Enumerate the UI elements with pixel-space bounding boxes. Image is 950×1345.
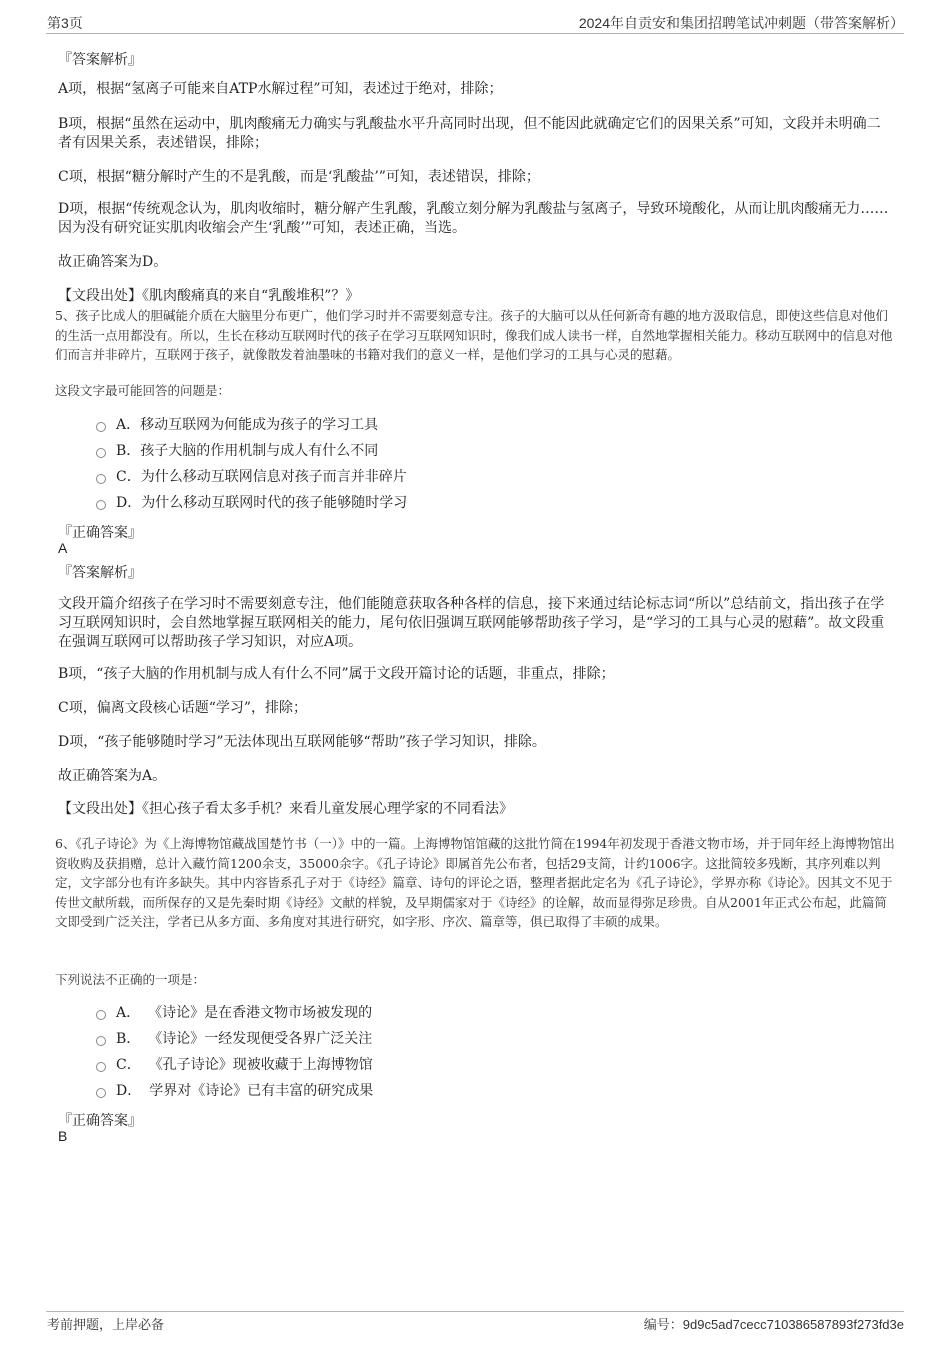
q5-prompt: 这段文字最可能回答的问题是： [55, 383, 231, 398]
radio-button[interactable] [96, 422, 106, 432]
option-key: B． [116, 1031, 141, 1047]
radio-button[interactable] [96, 500, 106, 510]
option-text: 为什么移动互联网时代的孩子能够随时学习 [141, 495, 408, 511]
q5-option-d[interactable] [96, 493, 407, 513]
option-text: 《孔子诗论》现被收藏于上海博物馆 [148, 1057, 373, 1073]
option-key: D． [116, 495, 142, 511]
option-text: 孩子大脑的作用机制与成人有什么不同 [140, 443, 379, 459]
option-key: D． [116, 1083, 142, 1099]
q5-source: 【文段出处】《担心孩子看太多手机？来看儿童发展心理学家的不同看法》 [58, 801, 513, 817]
option-text: 《诗论》一经发现便受各界广泛关注 [148, 1031, 373, 1047]
option-text: 《诗论》是在香港文物市场被发现的 [148, 1005, 373, 1021]
page-number: 第3页 [47, 15, 83, 31]
prev-source: 【文段出处】《肌肉酸痛真的来自“乳酸堆积”？》 [58, 288, 360, 304]
footer-slogan: 考前押题，上岸必备 [47, 1318, 165, 1333]
q6-option-b[interactable] [96, 1029, 372, 1049]
q6-option-a[interactable] [96, 1003, 372, 1023]
prev-analysis-a: A项，根据“氢离子可能来自ATP水解过程”可知，表述过于绝对，排除； [58, 81, 503, 97]
q5-option-a[interactable] [96, 415, 378, 435]
option-key: C． [116, 1057, 141, 1073]
prev-analysis-conclusion: 故正确答案为D。 [58, 254, 168, 270]
radio-button[interactable] [96, 1010, 106, 1020]
document-code [644, 1314, 904, 1333]
document-title: 2024年自贡安和集团招聘笔试冲刺题（带答案解析） [578, 15, 904, 31]
q6-prompt: 下列说法不正确的一项是： [55, 972, 206, 987]
q5-option-b[interactable] [96, 441, 378, 461]
option-text: 为什么移动互联网信息对孩子而言并非碎片 [140, 469, 407, 485]
q5-analysis-heading: 『答案解析』 [58, 565, 142, 581]
footer-divider [46, 1311, 904, 1312]
option-key: C． [116, 469, 141, 485]
radio-button[interactable] [96, 1036, 106, 1046]
radio-button[interactable] [96, 448, 106, 458]
option-text: 移动互联网为何能成为孩子的学习工具 [140, 417, 379, 433]
radio-button[interactable] [96, 474, 106, 484]
q5-answer: A [58, 540, 68, 556]
q5-answer-heading: 『正确答案』 [58, 525, 142, 541]
radio-button[interactable] [96, 1062, 106, 1072]
option-text: 学界对《诗论》已有丰富的研究成果 [149, 1083, 374, 1099]
q5-text: 5、孩子比成人的胆碱能介质在大脑里分布更广，他们学习时并不需要刻意专注。孩子的大脑可以从任何新奇有趣的地方汲取信息，即使这些信息对他们的生活一点用都没有。所以，生长在移动互联网时代的孩子在学习互联网知识时，像我们成人读书一样，自然地掌握相关能力。移动互联网中的信息对他们而言并非碎片，互联网于孩子，就像散发着油墨味的书籍对我们的意义一样，是他们学习的工具与心灵的慰藉。 [55, 308, 893, 362]
option-key: A． [116, 417, 141, 433]
q5-analysis-b: B项，“孩子大脑的作用机制与成人有什么不同”属于文段开篇讨论的话题，非重点，排除； [58, 666, 615, 682]
header-divider [46, 33, 904, 34]
q6-option-d[interactable] [96, 1081, 373, 1101]
q5-analysis-d: D项，“孩子能够随时学习”无法体现出互联网能够“帮助”孩子学习知识，排除。 [58, 734, 546, 750]
q5-analysis-main: 文段开篇介绍孩子在学习时不需要刻意专注，他们能随意获取各种各样的信息，接下来通过结论标志词“所以”总结前文，指出孩子在学习互联网知识时，会自然地掌握互联网相关的能力，尾句依旧强调互联网能够帮助孩子学习，是“学习的工具与心灵的慰藉”。故文段重在强调互联网可以帮助孩子学习知识，对应A项。 [58, 596, 885, 650]
prev-analysis-b: B项，根据“虽然在运动中，肌肉酸痛无力确实与乳酸盐水平升高同时出现，但不能因此就确定它们的因果关系”可知，文段并未明确二者有因果关系，表述错误，排除； [58, 116, 881, 151]
q6-option-c[interactable] [96, 1055, 373, 1075]
option-key: B． [116, 443, 141, 459]
q6-answer: B [58, 1128, 68, 1144]
code-value: 9d9c5ad7cecc710386587893f273fd3e [682, 1317, 904, 1332]
prev-analysis-d: D项，根据“传统观念认为，肌肉收缩时，糖分解产生乳酸，乳酸立刻分解为乳酸盐与氢离子，导致环境酸化，从而让肌肉酸痛无力……因为没有研究证实肌肉收缩会产生‘乳酸’”可知，表述正确，当选。 [58, 201, 889, 236]
q6-text: 6、《孔子诗论》为《上海博物馆藏战国楚竹书（一）》中的一篇。上海博物馆馆藏的这批竹简在1994年初发现于香港文物市场，并于同年经上海博物馆出资收购及获捐赠，总计入藏竹简1200余支，35000余字。《孔子诗论》即属首先公布者，包括29支简，计约1006字。这批简较多残断，其序列难以判定，文字部分也有许多缺失。其中内容皆系孔子对于《诗经》篇章、诗句的评论之语，整理者据此定名为《孔子诗论》，学界亦称《诗论》。因其文不见于传世文献所载，而所保存的又是先秦时期《诗经》文献的样貌，及早期儒家对于《诗经》的诠解，故而显得弥足珍贵。自从2001年正式公布起，此篇简文即受到广泛关注，学者已从多方面、多角度对其进行研究，如字形、序次、篇章等，俱已取得了丰硕的成果。 [55, 836, 895, 929]
q6-answer-heading: 『正确答案』 [58, 1113, 142, 1129]
radio-button[interactable] [96, 1088, 106, 1098]
q5-analysis-c: C项，偏离文段核心话题“学习”，排除； [58, 700, 308, 716]
option-key: A． [116, 1005, 141, 1021]
prev-analysis-c: C项，根据“糖分解时产生的不是乳酸，而是‘乳酸盐’”可知，表述错误，排除； [58, 169, 540, 185]
q5-option-c[interactable] [96, 467, 407, 487]
prev-analysis-heading: 『答案解析』 [58, 52, 142, 68]
q5-analysis-conclusion: 故正确答案为A。 [58, 768, 167, 784]
code-label: 编号： [643, 1318, 683, 1333]
